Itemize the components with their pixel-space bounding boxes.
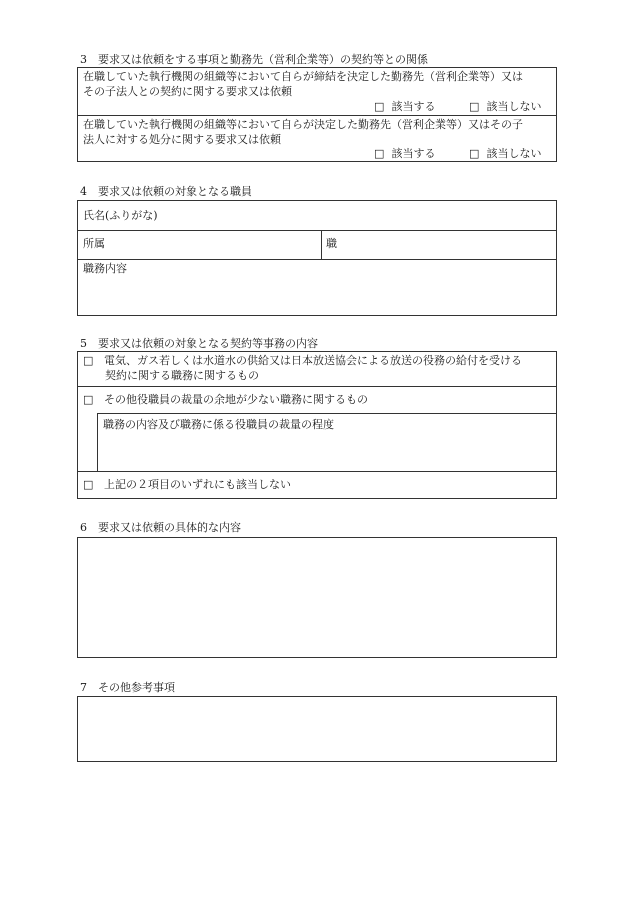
row-divider — [78, 471, 556, 472]
checkbox-icon[interactable]: □ — [469, 100, 480, 113]
checkbox-icon[interactable]: □ — [83, 354, 94, 367]
row2-text-line2: 法人に対する処分に関する要求又は依頼 — [83, 133, 281, 146]
row2-applicable-option[interactable] — [374, 147, 436, 161]
option1-row[interactable] — [83, 353, 522, 368]
section-7-heading: 7 その他参考事項 — [80, 681, 175, 694]
dept-label: 所属 — [83, 237, 105, 250]
not-applicable-label: 該当しない — [486, 100, 542, 113]
row-divider — [78, 230, 556, 231]
row1-not-applicable-option[interactable] — [469, 100, 542, 114]
duty-detail-label: 職務の内容及び職務に係る役職員の裁量の程度 — [103, 418, 334, 431]
row-divider — [78, 386, 556, 387]
row1-text-line2: その子法人との契約に関する要求又は依頼 — [83, 85, 292, 98]
section-4-table — [77, 200, 557, 316]
other-reference-box[interactable] — [77, 696, 557, 762]
applicable-label: 該当する — [391, 147, 436, 160]
row2-not-applicable-option[interactable] — [469, 147, 542, 161]
checkbox-icon[interactable]: □ — [83, 478, 94, 491]
option2-row[interactable] — [83, 392, 368, 407]
row2-text-line1: 在職していた執行機関の組織等において自らが決定した勤務先（営利企業等）又はその子 — [83, 118, 523, 131]
row-divider — [78, 115, 556, 116]
not-applicable-label: 該当しない — [486, 147, 542, 160]
section-3-table — [77, 67, 557, 162]
row-divider — [78, 259, 556, 260]
column-divider — [321, 230, 322, 259]
applicable-label: 該当する — [391, 100, 436, 113]
option2-text: その他役職員の裁量の余地が少ない職務に関するもの — [104, 393, 368, 406]
sub-row-divider — [97, 413, 556, 414]
section-5-heading: 5 要求又は依頼の対象となる契約等事務の内容 — [80, 337, 318, 350]
option3-text: 上記の２項目のいずれにも該当しない — [104, 478, 291, 491]
checkbox-icon[interactable]: □ — [83, 393, 94, 406]
sub-column-divider — [97, 413, 98, 471]
option1-text-line1: 電気、ガス若しくは水道水の供給又は日本放送協会による放送の役務の給付を受ける — [104, 354, 522, 367]
specific-content-box[interactable] — [77, 537, 557, 658]
checkbox-icon[interactable]: □ — [469, 147, 480, 160]
row1-applicable-option[interactable] — [374, 100, 436, 114]
section-5-table — [77, 351, 557, 499]
section-4-heading: 4 要求又は依頼の対象となる職員 — [80, 185, 252, 198]
section-6-heading: 6 要求又は依頼の具体的な内容 — [80, 521, 241, 534]
checkbox-icon[interactable]: □ — [374, 100, 385, 113]
section-3-heading: 3 要求又は依頼をする事項と勤務先（営利企業等）の契約等との関係 — [80, 53, 428, 66]
option1-text-line2: 契約に関する職務に関するもの — [105, 369, 259, 382]
name-label: 氏名(ふりがな) — [83, 209, 158, 222]
post-label: 職 — [326, 237, 337, 250]
checkbox-icon[interactable]: □ — [374, 147, 385, 160]
row1-text-line1: 在職していた執行機関の組織等において自らが締結を決定した勤務先（営利企業等）又は — [83, 70, 523, 83]
option3-row[interactable] — [83, 477, 291, 492]
duty-label: 職務内容 — [83, 262, 127, 275]
